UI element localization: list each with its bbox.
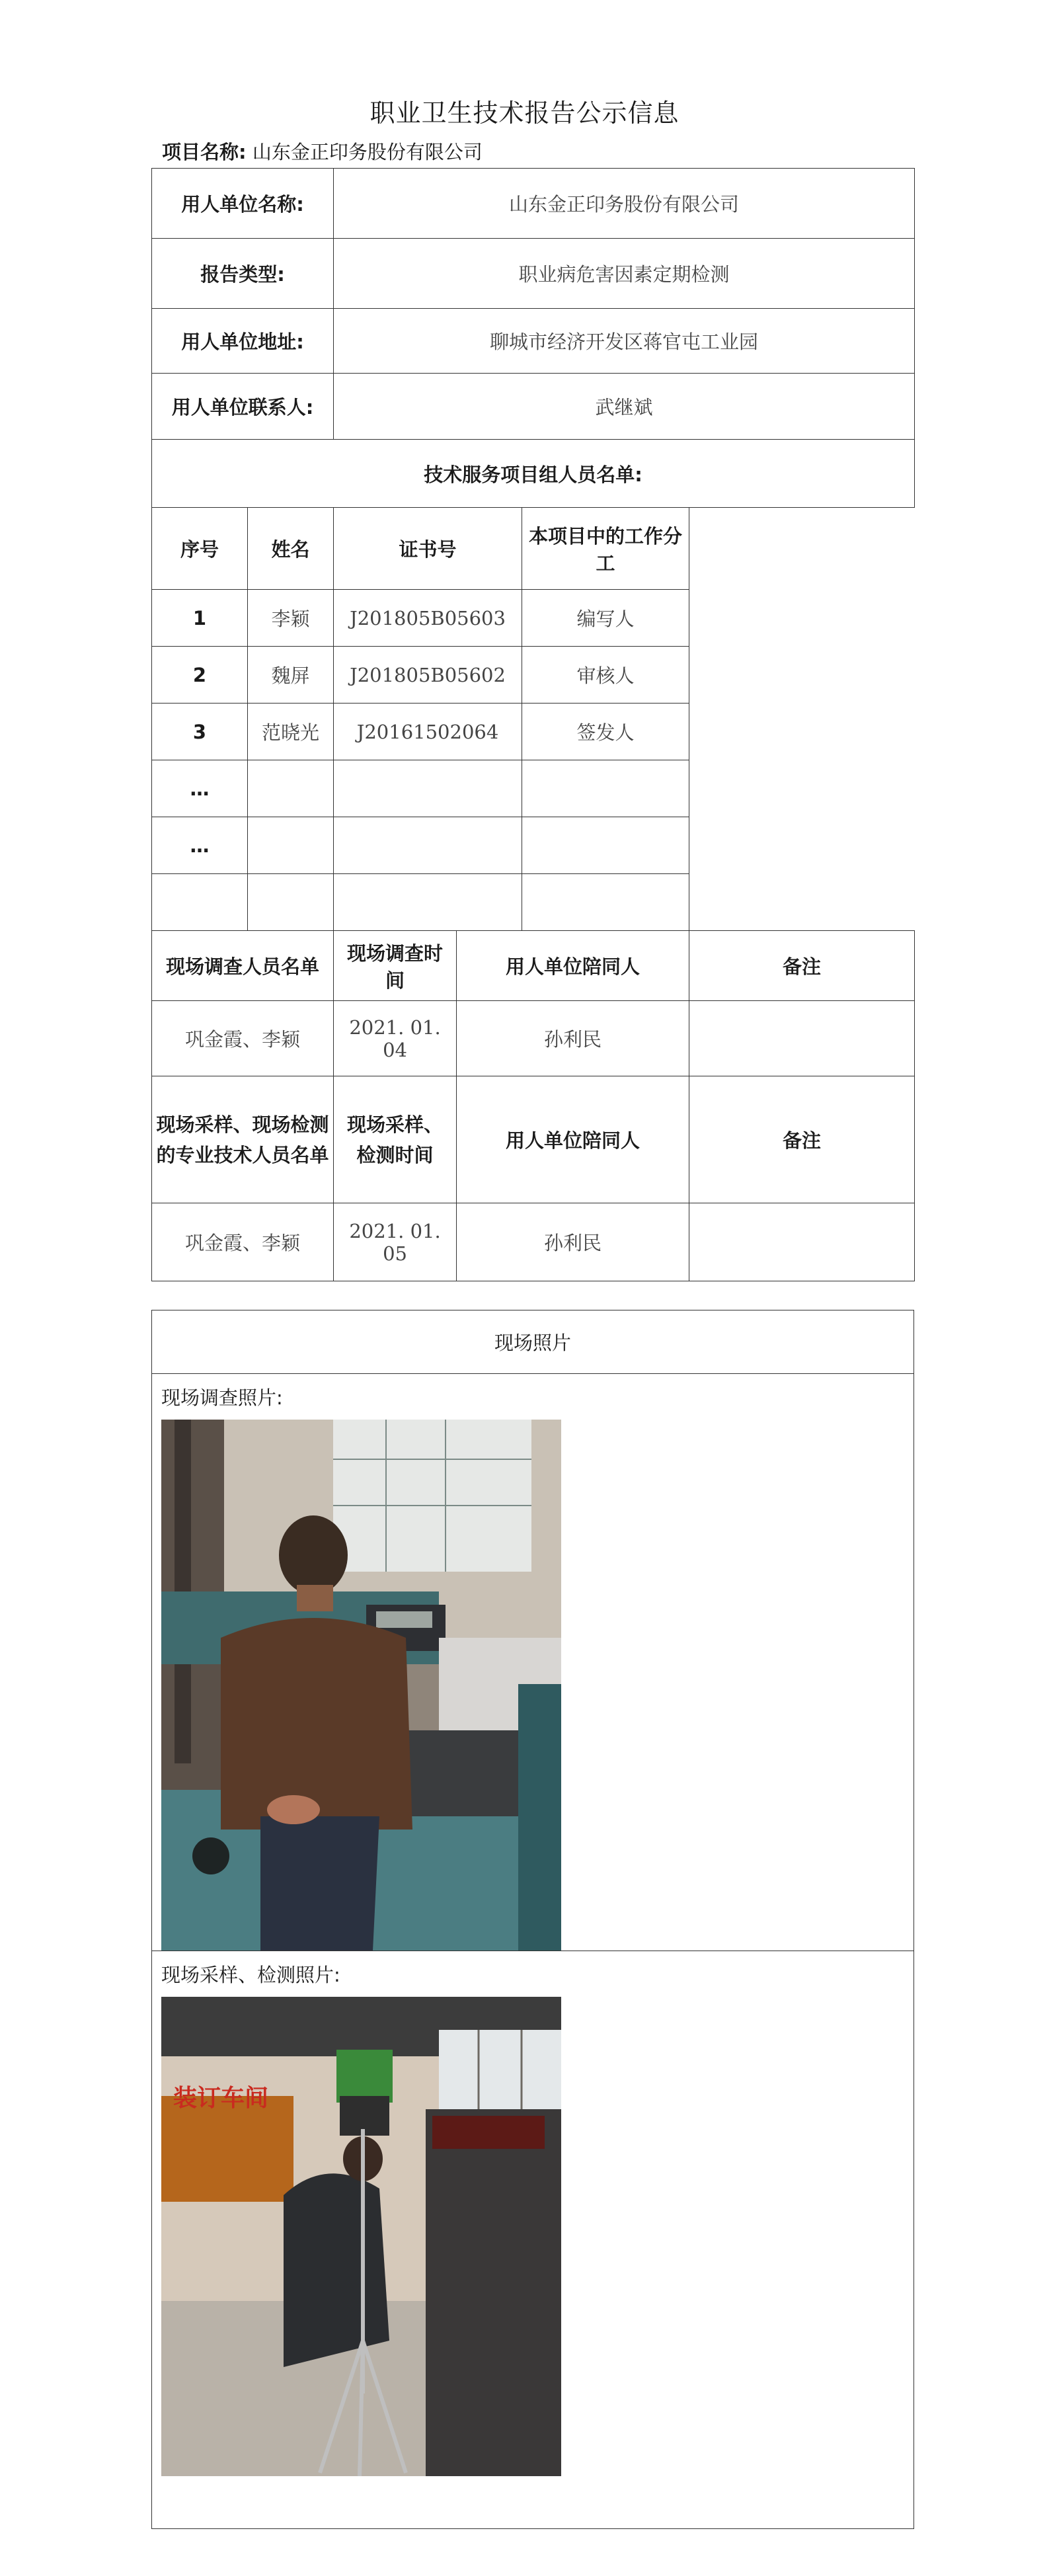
sampling-photo bbox=[161, 1997, 561, 2476]
sampling-escort: 孙利民 bbox=[457, 1203, 689, 1281]
sampling-photo-label: 现场采样、检测照片: bbox=[161, 1964, 340, 1986]
team-header-row bbox=[152, 508, 915, 590]
photos-heading-row bbox=[152, 1310, 914, 1374]
table-row bbox=[152, 647, 915, 704]
workshop-sign-text: 装订车间 bbox=[173, 2085, 269, 2112]
team-cell-index bbox=[152, 874, 248, 931]
team-cell-certificate: J20161502064 bbox=[334, 704, 522, 760]
sampling-header-escort: 用人单位陪同人 bbox=[457, 1076, 689, 1203]
survey-photo-label: 现场调查照片: bbox=[161, 1387, 283, 1409]
photos-heading: 现场照片 bbox=[152, 1310, 914, 1374]
project-label: 项目名称: bbox=[162, 141, 247, 163]
table-row bbox=[152, 760, 915, 817]
sampling-header-staff: 现场采样、现场检测的专业技术人员名单 bbox=[152, 1076, 334, 1203]
team-cell-certificate bbox=[334, 760, 522, 817]
team-cell-role: 签发人 bbox=[522, 704, 689, 760]
page-title: 职业卫生技术报告公示信息 bbox=[369, 99, 680, 128]
survey-staff: 巩金霞、李颖 bbox=[152, 1001, 334, 1076]
survey-photo-row bbox=[152, 1374, 914, 1951]
team-cell-certificate bbox=[334, 817, 522, 874]
team-cell-role bbox=[522, 874, 689, 931]
team-cell-index: 3 bbox=[152, 704, 248, 760]
survey-photo bbox=[161, 1420, 561, 1951]
sampling-value-row bbox=[152, 1203, 915, 1281]
survey-escort: 孙利民 bbox=[457, 1001, 689, 1076]
survey-photo-cell bbox=[152, 1374, 914, 1951]
report-type-label: 报告类型: bbox=[152, 239, 334, 309]
sampling-remarks bbox=[689, 1203, 915, 1281]
employer-contact-label: 用人单位联系人: bbox=[152, 374, 334, 440]
team-header-role: 本项目中的工作分工 bbox=[522, 508, 689, 590]
project-value: 山东金正印务股份有限公司 bbox=[252, 141, 483, 163]
team-cell-name bbox=[248, 817, 334, 874]
team-cell-name bbox=[248, 760, 334, 817]
table-row bbox=[152, 590, 915, 647]
employer-contact-value: 武继斌 bbox=[334, 374, 915, 440]
survey-header-escort: 用人单位陪同人 bbox=[457, 931, 689, 1001]
team-header-name: 姓名 bbox=[248, 508, 334, 590]
survey-remarks bbox=[689, 1001, 915, 1076]
survey-header-time: 现场调查时间 bbox=[334, 931, 457, 1001]
survey-header-row bbox=[152, 931, 915, 1001]
photos-table bbox=[151, 1310, 914, 2529]
report-type-value: 职业病危害因素定期检测 bbox=[334, 239, 915, 309]
sampling-photo-row bbox=[152, 1951, 914, 2529]
team-cell-role: 编写人 bbox=[522, 590, 689, 647]
team-cell-name: 魏屏 bbox=[248, 647, 334, 704]
sampling-photo-cell bbox=[152, 1951, 914, 2529]
team-cell-certificate: J201805B05602 bbox=[334, 647, 522, 704]
sampling-photo-image bbox=[161, 1997, 561, 2476]
table-row bbox=[152, 704, 915, 760]
sampling-header-time: 现场采样、检测时间 bbox=[334, 1076, 457, 1203]
team-heading-row bbox=[152, 440, 915, 508]
survey-header-staff: 现场调查人员名单 bbox=[152, 931, 334, 1001]
team-cell-role bbox=[522, 760, 689, 817]
survey-header-remarks: 备注 bbox=[689, 931, 915, 1001]
report-info-table bbox=[151, 168, 915, 1281]
team-header-certificate: 证书号 bbox=[334, 508, 522, 590]
sampling-staff: 巩金霞、李颖 bbox=[152, 1203, 334, 1281]
table-row bbox=[152, 817, 915, 874]
team-cell-certificate bbox=[334, 874, 522, 931]
team-cell-name: 李颖 bbox=[248, 590, 334, 647]
survey-value-row bbox=[152, 1001, 915, 1076]
employer-address-label: 用人单位地址: bbox=[152, 309, 334, 374]
team-cell-role bbox=[522, 817, 689, 874]
sampling-time: 2021. 01. 05 bbox=[334, 1203, 457, 1281]
sampling-header-remarks: 备注 bbox=[689, 1076, 915, 1203]
survey-time: 2021. 01. 04 bbox=[334, 1001, 457, 1076]
project-name bbox=[162, 138, 483, 165]
employer-address-row bbox=[152, 309, 915, 374]
employer-name-row bbox=[152, 169, 915, 239]
team-cell-index: … bbox=[152, 817, 248, 874]
team-cell-role: 审核人 bbox=[522, 647, 689, 704]
team-header-index: 序号 bbox=[152, 508, 248, 590]
employer-name-value: 山东金正印务股份有限公司 bbox=[334, 169, 915, 239]
team-cell-index: … bbox=[152, 760, 248, 817]
employer-name-label: 用人单位名称: bbox=[152, 169, 334, 239]
team-cell-index: 2 bbox=[152, 647, 248, 704]
table-row bbox=[152, 874, 915, 931]
report-type-row bbox=[152, 239, 915, 309]
survey-photo-image bbox=[161, 1420, 561, 1951]
team-cell-name bbox=[248, 874, 334, 931]
team-cell-name: 范晓光 bbox=[248, 704, 334, 760]
employer-address-value: 聊城市经济开发区蒋官屯工业园 bbox=[334, 309, 915, 374]
sampling-header-row bbox=[152, 1076, 915, 1203]
team-cell-index: 1 bbox=[152, 590, 248, 647]
employer-contact-row bbox=[152, 374, 915, 440]
team-cell-certificate: J201805B05603 bbox=[334, 590, 522, 647]
team-heading: 技术服务项目组人员名单: bbox=[152, 440, 915, 508]
